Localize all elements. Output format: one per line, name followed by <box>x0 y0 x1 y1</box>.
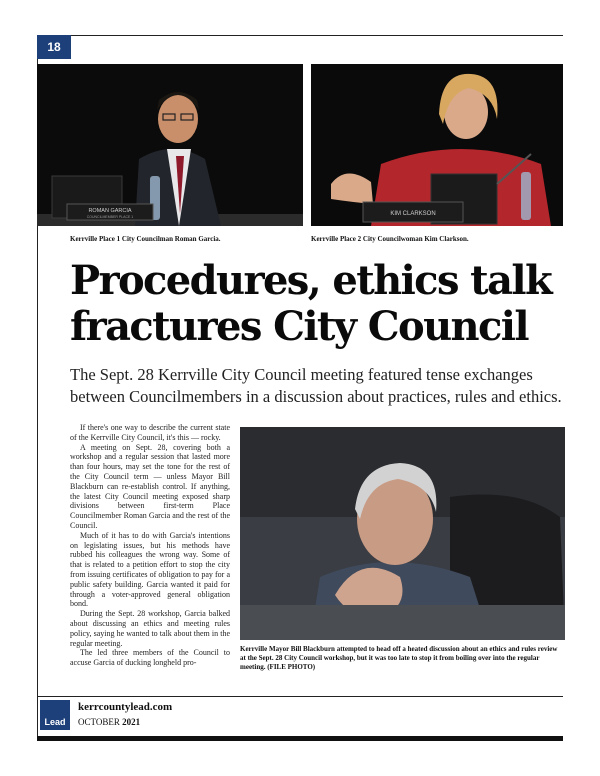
caption-roman-garcia: Kerrville Place 1 City Councilman Roman Garcia. <box>70 235 221 243</box>
footer-website-link[interactable]: kerrcountylead.com <box>78 701 173 713</box>
article-dek: The Sept. 28 Kerrville City Council meeting featured tense exchanges between Councilmembers in a discussion about practices, rules and ethics. <box>70 365 562 406</box>
lead-logo: Lead <box>40 700 70 730</box>
photo-bill-blackburn <box>240 427 565 640</box>
footer-month: OCTOBER <box>78 717 120 727</box>
footer-year: 2021 <box>122 717 141 727</box>
article-body <box>70 423 230 668</box>
body-paragraph: The led three members of the Council to accuse Garcia of ducking longheld pro- <box>70 648 230 668</box>
footer-rule <box>37 696 563 697</box>
bottom-bar <box>37 736 563 741</box>
footer-issue-date <box>78 717 140 727</box>
body-paragraph: During the Sept. 28 workshop, Garcia balked about discussing an ethics and meeting rules policy, saying he wanted to talk about them in the regular meeting. <box>70 609 230 648</box>
photo-kim-clarkson <box>311 64 563 226</box>
body-paragraph: A meeting on Sept. 28, covering both a workshop and a regular session that lasted more than four hours, may set the tone for the rest of the City Council term — unless Mayor Bill Blackburn can re-establish control. If anything, the latest City Council meeting exposed sharp divisions between first-term Place Councilmember Roman Garcia and the rest of the Council. <box>70 442 230 530</box>
photo-roman-garcia <box>37 64 303 226</box>
page-number: 18 <box>37 35 71 59</box>
article-headline: Procedures, ethics talk fractures City Council <box>70 257 552 350</box>
body-paragraph: If there's one way to describe the current state of the Kerrville City Council, it's this — rocky. <box>70 423 230 442</box>
nameplate-garcia-title: COUNCILMEMBER PLACE 1 <box>86 215 134 219</box>
body-paragraph: Much of it has to do with Garcia's intentions on legislating issues, but his methods have rubbed his colleagues the wrong way. Some of that is related to a petition effort to stop the city from issuing certificates of obligation to pay for a public safety building. Garcia wanted it paid for through a voter-approved general obligation bond. <box>70 530 230 609</box>
nameplate-garcia-name: ROMAN GARCIA <box>88 208 132 214</box>
nameplate-clarkson-name: KIM CLARKSON <box>390 211 436 217</box>
caption-bill-blackburn: Kerrville Mayor Bill Blackburn attempted to head off a heated discussion about an ethics and rules review at the Sept. 28 City Council workshop, but it was too late to stop it from boiling over into the regular meeting. (FILE PHOTO) <box>240 645 558 671</box>
caption-kim-clarkson: Kerrville Place 2 City Councilwoman Kim Clarkson. <box>311 235 469 243</box>
top-rule <box>37 35 563 36</box>
